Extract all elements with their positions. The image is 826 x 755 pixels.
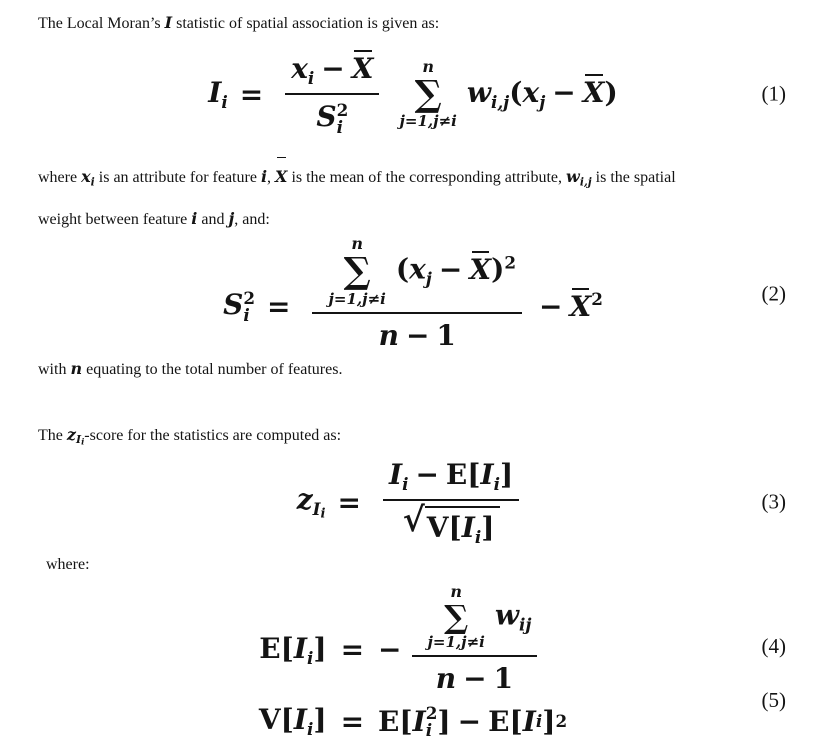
math-token: n [435, 662, 457, 696]
equation-5-number: (5) [761, 688, 786, 712]
minus-sign: − [405, 318, 430, 352]
math-token: S [316, 99, 337, 133]
math-superscript: 2 [425, 702, 438, 723]
math-token: w [566, 167, 580, 186]
math-token: z [66, 425, 76, 444]
equals-sign: = [239, 77, 264, 111]
math-token: x [409, 253, 426, 286]
open-bracket: [ [467, 457, 481, 491]
close-bracket: ] [437, 704, 451, 738]
x-bar: X [469, 253, 492, 286]
equation-2-number: (2) [761, 281, 786, 306]
math-subscript: i [535, 711, 543, 732]
equation-5-lhs [259, 703, 327, 739]
summation [328, 236, 385, 306]
open-bracket: [ [280, 703, 294, 737]
math-subscript: ij [518, 614, 532, 635]
math-subscript: i [90, 175, 95, 189]
x-bar: X [569, 289, 592, 323]
text-run: and [197, 211, 229, 229]
text-run: equating to the total number of features. [82, 361, 343, 378]
equation-2-body [223, 236, 603, 351]
text-run: statistic of spatial association is given as: [172, 15, 440, 32]
math-token: w [494, 598, 519, 632]
math-token: I [312, 498, 321, 519]
variance-V: V [258, 703, 281, 737]
minus-sign: − [463, 662, 487, 696]
math-subscript: i [474, 526, 482, 547]
open-bracket: [ [399, 704, 413, 738]
text-run: with [38, 361, 71, 378]
equation-5-rhs [378, 704, 567, 739]
math-token [297, 483, 326, 521]
fraction [312, 236, 522, 351]
math-subscript [312, 498, 326, 522]
sup-sub-stack [425, 702, 438, 741]
fraction-denominator [412, 655, 538, 695]
math-subscript: i [320, 506, 326, 522]
inline-math-xbar: X [275, 158, 287, 195]
close-paren: ) [491, 253, 505, 286]
text-run: is the mean of the corresponding attribute, [287, 169, 567, 186]
paragraph-zscore [38, 424, 341, 453]
math-subscript: i [307, 67, 315, 88]
sum-lower-limit: j=1,j≠i [427, 633, 485, 652]
text-run: , [267, 169, 276, 186]
open-bracket: [ [280, 631, 294, 665]
paragraph-where-definitions [38, 158, 794, 238]
minus-sign: − [321, 52, 345, 85]
math-token: z [296, 482, 313, 516]
equation-3-body [297, 458, 530, 547]
math-subscript: i [336, 117, 343, 138]
fraction-denominator [285, 93, 379, 136]
equation-3-number: (3) [761, 489, 786, 514]
fraction-numerator [312, 236, 522, 311]
equals-sign: = [340, 633, 365, 667]
math-token: S [223, 287, 244, 321]
inline-math-n: n [70, 359, 83, 378]
fraction-denominator [312, 312, 522, 352]
math-subscript: i [306, 719, 314, 740]
equation-4-rhs [378, 584, 547, 695]
inline-math-z [66, 425, 85, 447]
close-bracket: ] [500, 457, 514, 491]
sum-lower-limit: j=1,j≠i [399, 112, 457, 131]
inline-math-i: i [191, 209, 198, 229]
minus-sign: − [378, 633, 402, 667]
inline-math-i: i [260, 167, 268, 186]
sum-upper-limit: n [422, 56, 434, 76]
math-token: x [81, 167, 91, 186]
fraction-numerator [383, 458, 519, 499]
text-run: weight between feature [38, 211, 192, 229]
open-bracket: [ [448, 510, 462, 544]
math-token: x [522, 76, 540, 110]
math-subscript: i,j [490, 91, 510, 112]
sigma-symbol: ∑ [343, 250, 371, 293]
equals-sign: = [267, 289, 291, 323]
math-subscript: i [81, 436, 85, 447]
math-subscript: j [425, 268, 432, 289]
math-superscript: 2 [504, 252, 517, 273]
math-token: w [466, 76, 491, 110]
math-token: I [480, 457, 494, 491]
text-run: where [38, 169, 82, 186]
equation-2 [0, 232, 826, 356]
paragraph-intro [38, 12, 439, 35]
minus-sign: − [438, 253, 463, 286]
close-bracket: ] [313, 703, 327, 737]
paragraph-where [46, 554, 90, 576]
radical-symbol: √ [402, 498, 425, 539]
text-run: , and: [234, 211, 270, 229]
fraction-numerator [285, 52, 379, 93]
math-superscript: 2 [243, 287, 256, 308]
x-bar: X [582, 76, 605, 110]
math-token: I [461, 510, 475, 544]
math-token: 1 [493, 662, 514, 696]
sup-sub-stack [336, 99, 349, 138]
variance-V: V [426, 510, 449, 544]
sigma-symbol: ∑ [414, 72, 442, 115]
expectation-E: E [445, 457, 468, 491]
math-token [223, 288, 255, 324]
math-token: x [291, 52, 308, 85]
expectation-E: E [259, 631, 281, 665]
math-token: n [378, 318, 399, 352]
fraction [383, 458, 519, 547]
expectation-E: E [488, 704, 510, 738]
minus-sign: − [552, 76, 576, 110]
text-run: is the spatial [591, 169, 676, 186]
math-superscript: 2 [555, 711, 568, 732]
equation-3 [0, 458, 826, 546]
inline-math-I: I [164, 13, 173, 32]
sum-upper-limit: n [450, 582, 462, 601]
summation [399, 56, 457, 131]
math-subscript: i [221, 91, 228, 112]
math-token: I [293, 703, 307, 737]
sup-sub-stack [243, 287, 256, 326]
math-subscript: i [243, 305, 250, 326]
equation-1-body [208, 52, 617, 136]
math-subscript: i [425, 720, 433, 741]
minus-sign: − [415, 457, 439, 491]
math-superscript: 2 [336, 99, 349, 120]
paragraph-with-n [38, 358, 342, 381]
square-root [402, 498, 500, 547]
math-subscript: i,j [579, 175, 592, 189]
math-token: I [75, 433, 82, 447]
fraction [412, 584, 538, 695]
inline-math-j: j [228, 209, 235, 229]
summation [428, 584, 485, 650]
text-run: The [38, 427, 67, 444]
math-subscript: i [493, 473, 500, 494]
math-token: I [522, 704, 536, 738]
minus-sign: − [457, 704, 482, 738]
expectation-E: E [378, 704, 400, 738]
close-bracket: ] [313, 631, 327, 665]
fraction-numerator [412, 584, 538, 655]
sigma-symbol: ∑ [444, 598, 469, 636]
close-bracket: ] [542, 704, 556, 738]
x-bar: X [351, 52, 374, 85]
equals-sign: = [337, 485, 361, 519]
math-token: I [412, 704, 426, 738]
sum-upper-limit: n [351, 234, 363, 254]
close-paren: ) [604, 76, 618, 110]
math-token [208, 76, 227, 112]
inline-math-wij [566, 167, 592, 189]
radicand [425, 506, 500, 547]
math-subscript: i [402, 473, 409, 494]
math-token: I [208, 76, 222, 110]
math-superscript: 2 [591, 289, 603, 310]
math-token: I [388, 457, 403, 491]
text-run: The Local Moran’s [38, 15, 165, 32]
text-run: is an attribute for feature [94, 169, 261, 186]
sum-lower-limit: j=1,j≠i [328, 289, 386, 308]
equation-4-number: (4) [761, 634, 786, 658]
open-paren: ( [509, 76, 523, 110]
equation-1 [0, 42, 826, 146]
minus-sign: − [539, 289, 563, 323]
equation-group-4-5 [0, 584, 826, 739]
math-token: 1 [436, 318, 456, 352]
open-bracket: [ [509, 704, 523, 738]
close-bracket: ] [481, 510, 495, 544]
math-subscript: i [306, 647, 314, 668]
fraction [285, 52, 379, 136]
inline-math-xi [81, 167, 95, 189]
equals-sign: = [340, 704, 365, 738]
math-token [532, 289, 603, 322]
equation-1-number: (1) [761, 81, 786, 106]
fraction-denominator [383, 499, 519, 547]
math-token [467, 76, 618, 112]
equation-4-lhs [259, 632, 326, 668]
math-subscript: j [539, 91, 546, 112]
math-token: I [293, 631, 307, 665]
text-run: where: [46, 556, 90, 573]
open-paren: ( [395, 253, 410, 286]
text-run: -score for the statistics are computed as: [84, 427, 342, 444]
